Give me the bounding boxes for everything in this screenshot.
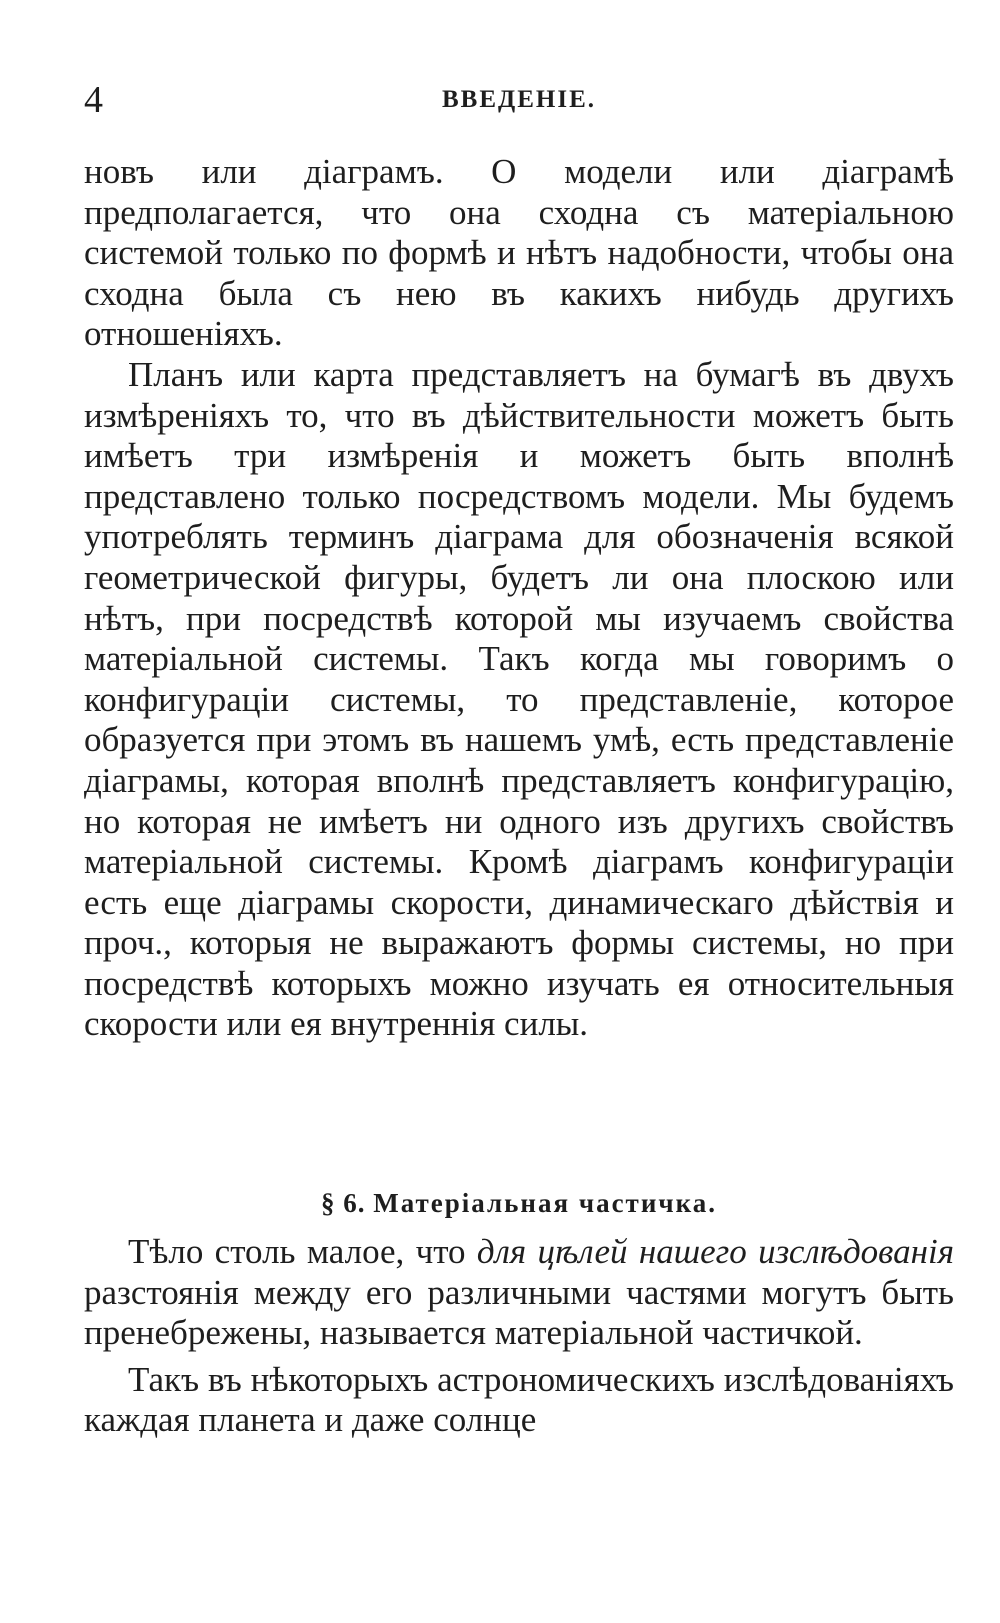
- text-block-top: [84, 152, 954, 1045]
- section-title: Матеріальная частичка.: [373, 1188, 718, 1218]
- paragraph-3-lead: Тѣло столь малое, что: [128, 1232, 477, 1271]
- section-heading: [84, 1188, 954, 1219]
- page-number: 4: [84, 79, 103, 121]
- paragraph-1: новъ или діаграмъ. О модели или діаграмѣ предполагается, что она сходна съ матеріальною системой только по формѣ и нѣтъ надобности, чтобы она сходна была съ нею въ какихъ нибудь другихъ отношеніяхъ.: [84, 152, 954, 354]
- page-header: [84, 78, 954, 122]
- paragraph-2: Планъ или карта представляетъ на бумагѣ въ двухъ измѣреніяхъ то, что въ дѣйствительности можетъ быть имѣетъ три измѣренія и можетъ быть вполнѣ представлено только посредствомъ модели. Мы будемъ употреблять терминъ діаграма для обозначенія всякой геометрической фигуры, будетъ ли она плоскою или нѣтъ, при посредствѣ которой мы изучаемъ свойства матеріальной системы. Такъ когда мы говоримъ о конфигураціи системы, то представленіе, которое образуется при этомъ въ нашемъ умѣ, есть представленіе діаграмы, которая вполнѣ представляетъ конфигурацію, но которая не имѣетъ ни одного изъ другихъ свойствъ матеріальной системы. Кромѣ діаграмъ конфигураціи есть еще діаграмы скорости, динамическаго дѣйствія и проч., которыя не выражаютъ формы системы, но при посредствѣ которыхъ можно изучать ея относительныя скорости или ея внутреннія силы.: [84, 354, 954, 1044]
- paragraph-3-italic: для цѣлей нашего изслѣдованія: [476, 1232, 954, 1271]
- running-head: ВВЕДЕНІЕ.: [442, 86, 596, 113]
- paragraph-3-rest: разстоянія между его различными частями могутъ быть пренебрежены, называется матеріальной частичкой.: [84, 1272, 954, 1353]
- paragraph-4: Такъ въ нѣкоторыхъ астрономическихъ изслѣдованіяхъ каждая планета и даже солнце: [84, 1359, 954, 1440]
- paragraph-3: [84, 1232, 954, 1354]
- text-block-bottom: [84, 1232, 954, 1441]
- section-number: § 6.: [320, 1188, 366, 1218]
